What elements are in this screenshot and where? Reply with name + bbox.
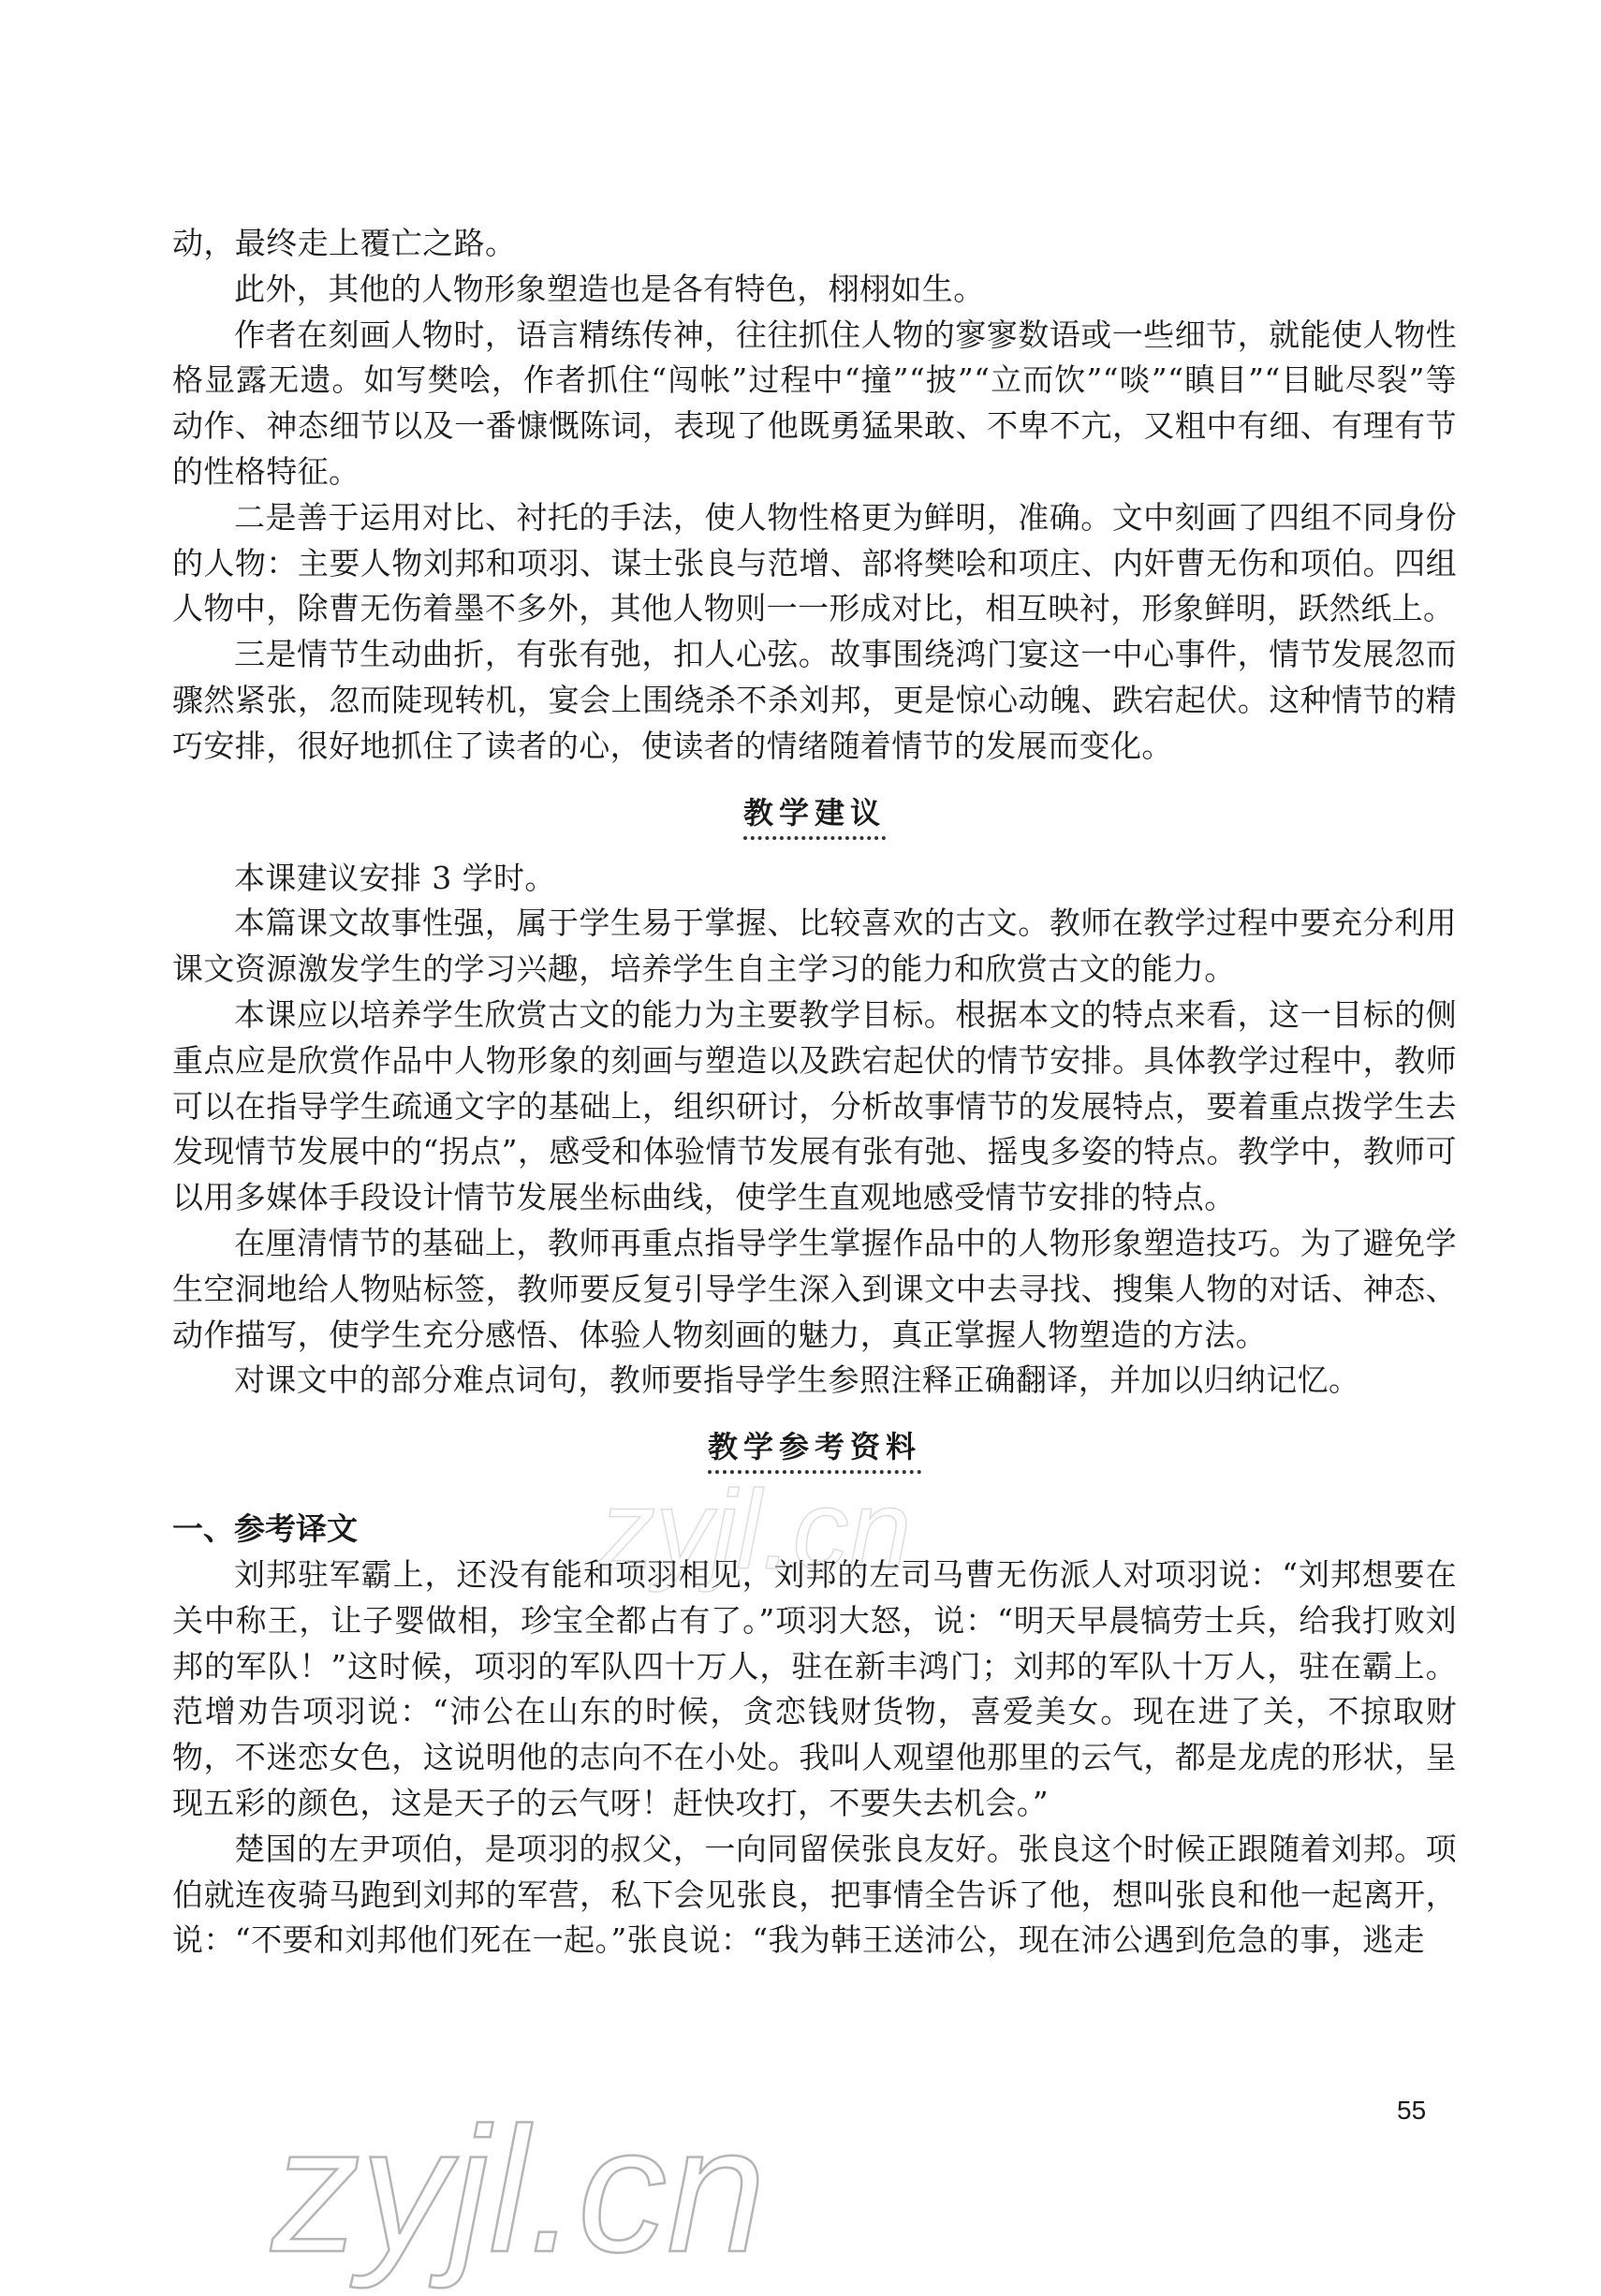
subheading-translation: 一、参考译文	[172, 1510, 358, 1548]
section-heading-suggestions-text: 教学建议	[743, 795, 886, 840]
watermark-faint: zyjl.cn	[599, 1467, 912, 1593]
paragraph-translation: 刘邦驻军霸上，还没有能和项羽相见，刘邦的左司马曹无伤派人对项羽说：“刘邦想要在关中称王，让子婴做相，珍宝全都占有了。”项羽大怒，说：“明天早晨犒劳士兵，给我打败刘邦的军队！”这时候，项羽的军队四十万人，驻在新丰鸿门；刘邦的军队十万人，驻在霸上。范增劝告项羽说：“沛公在山东的时候，贪恋钱财货物，喜爱美女。现在进了关，不掠取财物，不迷恋女色，这说明他的志向不在小处。我叫人观望他那里的云气，都是龙虎的形状，呈现五彩的颜色，这是天子的云气呀！赶快攻打，不要失去机会。”	[172, 1555, 1457, 1821]
section-heading-suggestions	[172, 770, 1457, 856]
paragraph-suggestion: 本课建议安排 3 学时。	[234, 859, 556, 896]
section-heading-references-text: 教学参考资料	[708, 1429, 921, 1474]
paragraph-translation: 楚国的左尹项伯，是项羽的叔父，一向同留侯张良友好。张良这个时候正跟随着刘邦。项伯就连夜骑马跑到刘邦的军营，私下会见张良，把事情全告诉了他，想叫张良和他一起离开，说：“不要和刘邦他们死在一起。”张良说：“我为韩王送沛公，现在沛公遇到危急的事，逃走	[172, 1830, 1457, 1959]
paragraph-other-characters: 此外，其他的人物形象塑造也是各有特色，栩栩如生。	[234, 270, 985, 307]
paragraph-contrast: 二是善于运用对比、衬托的手法，使人物性格更为鲜明，准确。文中刻画了四组不同身份的人物：主要人物刘邦和项羽、谋士张良与范增、部将樊哙和项庄、内奸曹无伤和项伯。四组人物中，除曹无伤着墨不多外，其他人物则一一形成对比，相互映衬，形象鲜明，跃然纸上。	[172, 498, 1457, 627]
section-heading-references	[172, 1404, 1457, 1490]
paragraph-suggestion: 本篇课文故事性强，属于学生易于掌握、比较喜欢的古文。教师在教学过程中要充分利用课文资源激发学生的学习兴趣，培养学生自主学习的能力和欣赏古文的能力。	[172, 905, 1457, 988]
paragraph-suggestion: 本课应以培养学生欣赏古文的能力为主要教学目标。根据本文的特点来看，这一目标的侧重点应是欣赏作品中人物形象的刻画与塑造以及跌宕起伏的情节安排。具体教学过程中，教师可以在指导学生疏通文字的基础上，组织研讨，分析故事情节的发展特点，要着重点拨学生去发现情节发展中的“拐点”，感受和体验情节发展有张有弛、摇曳多姿的特点。教学中，教师可以用多媒体手段设计情节发展坐标曲线，使学生直观地感受情节安排的特点。	[172, 995, 1457, 1216]
paragraph-suggestion: 对课文中的部分难点词句，教师要指导学生参照注释正确翻译，并加以归纳记忆。	[234, 1361, 1360, 1399]
paragraph-continuation: 动，最终走上覆亡之路。	[172, 225, 517, 261]
paragraph-language-details: 作者在刻画人物时，语言精练传神，往往抓住人物的寥寥数语或一些细节，就能使人物性格显露无遗。如写樊哙，作者抓住“闯帐”过程中“撞”“披”“立而饮”“啖”“瞋目”“目眦尽裂”等动作、神态细节以及一番慷慨陈词，表现了他既勇猛果敢、不卑不亢，又粗中有细、有理有节的性格特征。	[172, 316, 1457, 490]
page-body	[172, 221, 1457, 1964]
paragraph-plot: 三是情节生动曲折，有张有弛，扣人心弦。故事围绕鸿门宴这一中心事件，情节发展忽而骤然紧张，忽而陡现转机，宴会上围绕杀不杀刘邦，更是惊心动魄、跌宕起伏。这种情节的精巧安排，很好地抓住了读者的心，使读者的情绪随着情节的发展而变化。	[172, 636, 1457, 764]
paragraph-suggestion: 在厘清情节的基础上，教师再重点指导学生掌握作品中的人物形象塑造技巧。为了避免学生空洞地给人物贴标签，教师要反复引导学生深入到课文中去寻找、搜集人物的对话、神态、动作描写，使学生充分感悟、体验人物刻画的魅力，真正掌握人物塑造的方法。	[172, 1224, 1457, 1353]
page-number: 55	[1397, 2096, 1427, 2125]
watermark-logo: zyjl.cn	[272, 2091, 766, 2289]
